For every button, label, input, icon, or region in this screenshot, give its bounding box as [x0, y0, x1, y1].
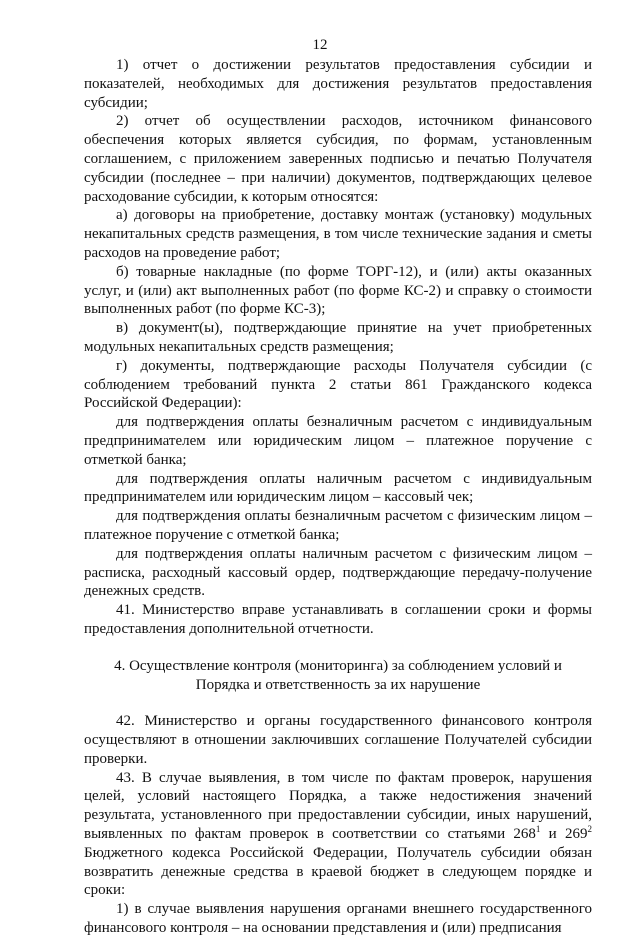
section-heading-line: 4. Осуществление контроля (мониторинга) за соблюдением условий и [114, 657, 562, 674]
paragraph: для подтверждения оплаты безналичным расчетом с индивидуальным предпринимателем или юридическим лицом – платежное поручение с отметкой банка; [84, 414, 592, 468]
paragraph: г) документы, подтверждающие расходы Получателя субсидии (с соблюдением требований пункта 2 статьи 861 Гражданского кодекса Российской Федерации): [84, 357, 592, 412]
paragraph: 1) отчет о достижении результатов предоставления субсидии и показателей, необходимых для достижения результатов предоставления субсидии; [84, 57, 592, 111]
paragraph: а) договоры на приобретение, доставку монтаж (установку) модульных некапитальных средств размещения, в том числе технические задания и сметы расходов на проведение работ; [84, 207, 592, 261]
paragraph: 41. Министерство вправе устанавливать в соглашении сроки и формы предоставления дополнительной отчетности. [84, 602, 592, 637]
paragraph: для подтверждения оплаты наличным расчетом с индивидуальным предпринимателем или юридическим лицом – кассовый чек; [84, 470, 592, 506]
paragraph: б) товарные накладные (по форме ТОРГ-12), и (или) акты оказанных услуг, и (или) акт выполненных работ (по форме КС-2) и справку о стоимости выполненных работ (по форме КС-3); [84, 263, 592, 318]
page-number: 12 [312, 37, 328, 53]
document-body [84, 56, 592, 938]
paragraph-text: и 269 [540, 826, 588, 843]
superscript: 1 [535, 824, 541, 835]
paragraph-text: 43. В случае выявления, в том числе по фактам проверок, нарушения целей, условий настоящего Порядка, а также недостижения значений результата, установленного при предоставлении субсидии, иных нарушений, выявленных по фактам проверок в соответствии со статьями 268 [84, 769, 592, 843]
paragraph: 42. Министерство и органы государственного финансового контроля осуществляют в отношении заключивших соглашение Получателей субсидии проверки. [84, 713, 592, 767]
paragraph: 2) отчет об осуществлении расходов, источником финансового обеспечения которых является субсидия, по формам, установленным соглашением, с приложением заверенных подписью и печатью Получателя субсидии (последнее – при наличии) документов, подтверждающих целевое расходование субсидии, к которым относятся: [84, 113, 592, 205]
superscript: 2 [587, 824, 593, 835]
paragraph-text: Бюджетного кодекса Российской Федерации, Получатель субсидии обязан возвратить денежные средства в краевой бюджет в следующем порядке и сроки: [84, 844, 592, 899]
paragraph: для подтверждения оплаты наличным расчетом с физическим лицом – расписка, расходный кассовый ордер, подтверждающие передачу-получение денежных средств. [84, 545, 592, 600]
paragraph [84, 769, 592, 901]
section-heading-line: Порядка и ответственность за их нарушение [195, 676, 481, 693]
paragraph: в) документ(ы), подтверждающие принятие на учет приобретенных модульных некапитальных средств размещения; [84, 320, 592, 355]
section-heading [84, 657, 592, 695]
paragraph: для подтверждения оплаты безналичным расчетом с физическим лицом – платежное поручение с отметкой банка; [84, 508, 592, 543]
paragraph: 1) в случае выявления нарушения органами внешнего государственного финансового контроля – на основании представления и (или) предписания [84, 901, 592, 937]
